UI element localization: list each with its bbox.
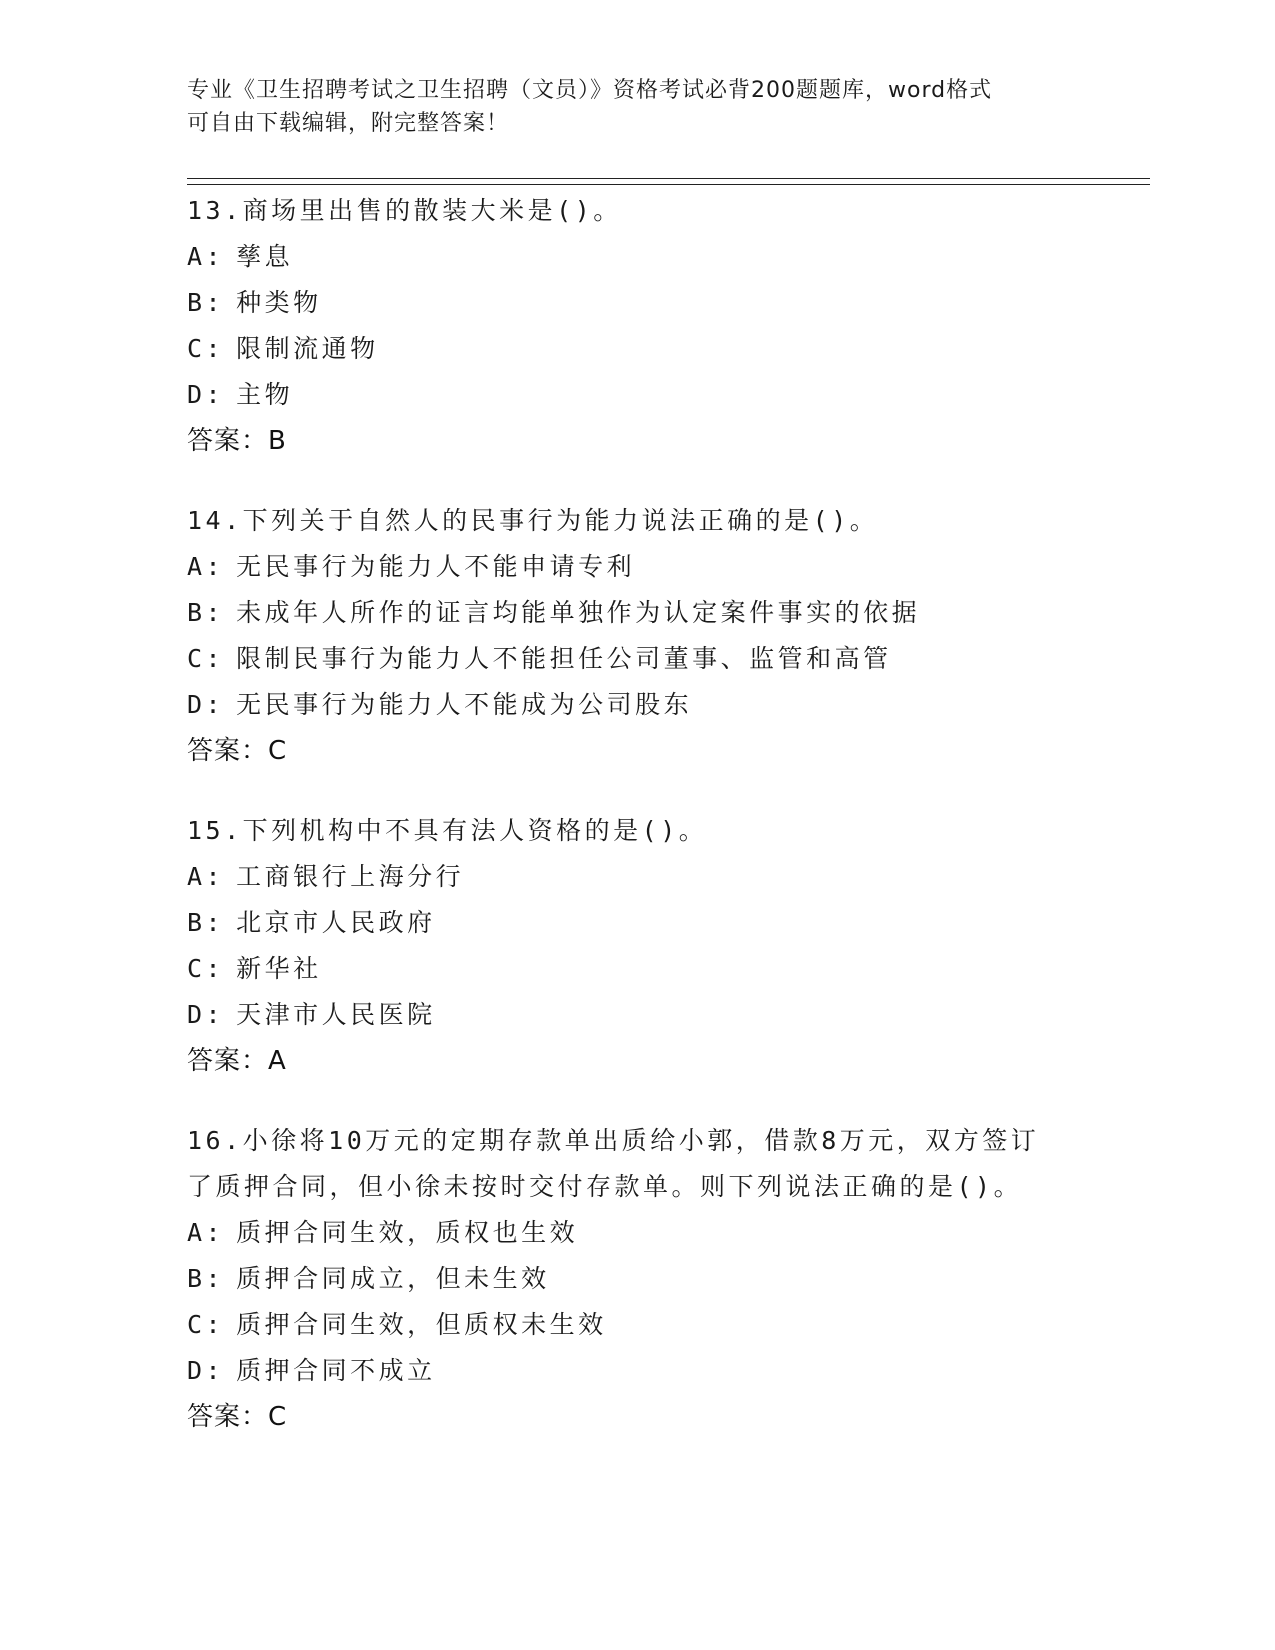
header-divider-bottom (187, 184, 1150, 185)
option-text: 限制流通物 (236, 334, 379, 363)
option-c (187, 1302, 1087, 1348)
option-c (187, 636, 1087, 682)
option-c (187, 946, 1087, 992)
question-stem-line-1: 16.小徐将10万元的定期存款单出质给小郭，借款8万元，双方签订 (187, 1126, 1040, 1155)
answer-label: 答案：A (187, 1046, 287, 1076)
question-stem: 13.商场里出售的散装大米是()。 (187, 196, 622, 225)
option-a (187, 544, 1087, 590)
option-letter: A: (187, 1218, 225, 1247)
answer-label: 答案：B (187, 426, 287, 456)
question-15 (187, 808, 1087, 1084)
option-text: 新华社 (236, 954, 322, 983)
document-header (187, 74, 1087, 140)
question-14 (187, 498, 1087, 774)
option-letter: A: (187, 862, 225, 891)
option-letter: B: (187, 288, 225, 317)
option-d (187, 372, 1087, 418)
option-letter: C: (187, 334, 225, 363)
option-d (187, 992, 1087, 1038)
option-letter: B: (187, 598, 225, 627)
question-list (187, 188, 1087, 1474)
option-letter: D: (187, 690, 225, 719)
header-line-1: 专业《卫生招聘考试之卫生招聘（文员）》资格考试必背200题题库，word格式 (187, 78, 993, 103)
option-b (187, 280, 1087, 326)
option-c (187, 326, 1087, 372)
option-text: 未成年人所作的证言均能单独作为认定案件事实的依据 (236, 598, 921, 627)
option-text: 种类物 (236, 288, 322, 317)
option-text: 主物 (236, 380, 294, 409)
option-letter: D: (187, 380, 225, 409)
header-line-2: 可自由下载编辑，附完整答案！ (187, 111, 510, 136)
option-b (187, 900, 1087, 946)
option-letter: B: (187, 1264, 225, 1293)
header-divider-top (187, 178, 1150, 179)
option-text: 工商银行上海分行 (236, 862, 465, 891)
question-16 (187, 1118, 1087, 1440)
option-text: 质押合同生效，质权也生效 (236, 1218, 579, 1247)
option-b (187, 1256, 1087, 1302)
option-letter: C: (187, 1310, 225, 1339)
option-text: 质押合同生效，但质权未生效 (236, 1310, 607, 1339)
option-letter: B: (187, 908, 225, 937)
option-letter: D: (187, 1000, 225, 1029)
option-a (187, 854, 1087, 900)
question-13 (187, 188, 1087, 464)
option-b (187, 590, 1087, 636)
option-letter: A: (187, 552, 225, 581)
option-text: 孳息 (236, 242, 294, 271)
option-text: 北京市人民政府 (236, 908, 436, 937)
option-text: 天津市人民医院 (236, 1000, 436, 1029)
option-text: 质押合同成立，但未生效 (236, 1264, 550, 1293)
option-text: 限制民事行为能力人不能担任公司董事、监管和高管 (236, 644, 892, 673)
answer-label: 答案：C (187, 1402, 288, 1432)
option-d (187, 1348, 1087, 1394)
question-stem: 15.下列机构中不具有法人资格的是()。 (187, 816, 708, 845)
option-text: 无民事行为能力人不能成为公司股东 (236, 690, 693, 719)
option-letter: A: (187, 242, 225, 271)
question-stem-line-2: 了质押合同，但小徐未按时交付存款单。则下列说法正确的是()。 (187, 1172, 1023, 1201)
option-letter: C: (187, 954, 225, 983)
option-text: 质押合同不成立 (236, 1356, 436, 1385)
option-text: 无民事行为能力人不能申请专利 (236, 552, 636, 581)
option-d (187, 682, 1087, 728)
option-letter: D: (187, 1356, 225, 1385)
option-a (187, 234, 1087, 280)
answer-label: 答案：C (187, 736, 288, 766)
option-a (187, 1210, 1087, 1256)
option-letter: C: (187, 644, 225, 673)
question-stem: 14.下列关于自然人的民事行为能力说法正确的是()。 (187, 506, 879, 535)
